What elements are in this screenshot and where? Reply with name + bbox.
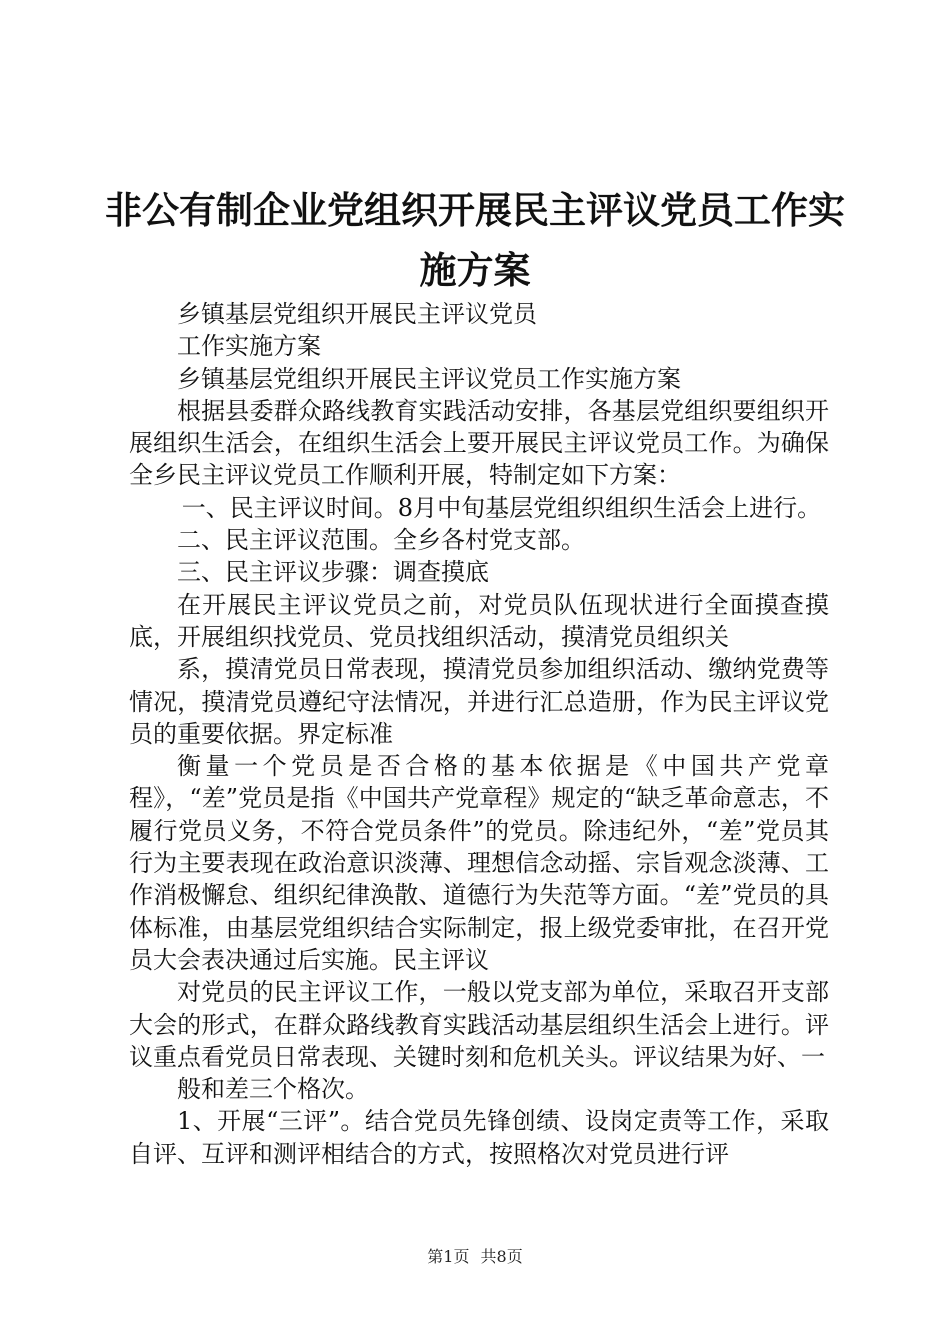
paragraph: 一、民主评议时间。8月中旬基层党组织组织生活会上进行。 — [181, 493, 822, 522]
paragraph: 系，摸清党员日常表现，摸清党员参加组织活动、缴纳党费等情况，摸清党员遵纪守法情况，并进行汇总造册，作为民主评议党员的重要依据。界定标准 — [129, 655, 829, 748]
paragraph: 工作实施方案 — [177, 332, 321, 361]
paragraph: 对党员的民主评议工作，一般以党支部为单位，采取召开支部大会的形式，在群众路线教育实践活动基层组织生活会上进行。评议重点看党员日常表现、关键时刻和危机关头。评议结果为好、一 — [129, 978, 829, 1071]
paragraph: 二、民主评议范围。全乡各村党支部。 — [177, 526, 585, 555]
paragraph: 乡镇基层党组织开展民主评议党员 — [177, 300, 537, 328]
paragraph: 三、民主评议步骤：调查摸底 — [177, 558, 489, 587]
paragraph: 衡量一个党员是否合格的基本依据是《中国共产党章程》，“差”党员是指《中国共产党章程》规定的“缺乏革命意志，不履行党员义务，不符合党员条件”的党员。除违纪外，“差”党员其行为主要表现在政治意识淡薄、理想信念动摇、宗旨观念淡薄、工作消极懈怠、组织纪律涣散、道德行为失范等方面。“差”党员的具体标准，由基层党组织结合实际制定，报上级党委审批，在召开党员大会表决通过后实施。民主评议 — [129, 752, 829, 974]
paragraph: 根据县委群众路线教育实践活动安排，各基层党组织要组织开展组织生活会，在组织生活会上要开展民主评议党员工作。为确保全乡民主评议党员工作顺利开展，特制定如下方案： — [129, 396, 829, 490]
paragraph: 1、开展“三评”。结合党员先锋创绩、设岗定责等工作，采取自评、互评和测评相结合的方式，按照格次对党员进行评 — [129, 1107, 829, 1168]
page-footer — [0, 1244, 950, 1267]
document-title: 非公有制企业党组织开展民主评议党员工作实施方案 — [105, 188, 845, 292]
paragraph: 般和差三个格次。 — [177, 1075, 369, 1104]
page-total: 共8页 — [480, 1247, 523, 1266]
paragraph: 在开展民主评议党员之前，对党员队伍现状进行全面摸查摸底，开展组织找党员、党员找组织活动，摸清党员组织关 — [129, 590, 829, 651]
paragraph: 乡镇基层党组织开展民主评议党员工作实施方案 — [177, 364, 681, 393]
page-number: 第1页 — [427, 1247, 470, 1266]
document-body — [129, 298, 829, 1170]
